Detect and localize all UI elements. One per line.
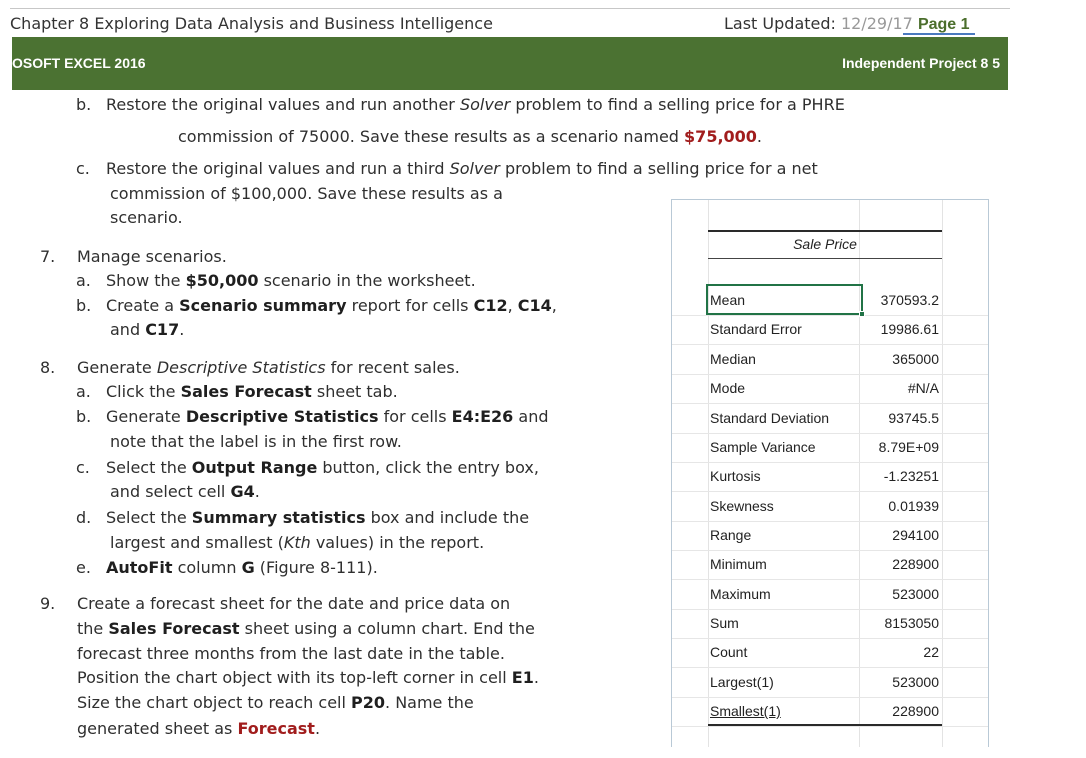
step-8b-line1: b. Generate Descriptive Statistics for cells E4:E26 and (76, 407, 549, 426)
table-bottom-rule (708, 724, 942, 726)
stat-value: 228900 (892, 556, 939, 572)
header-underline (708, 258, 942, 259)
stat-value: 365000 (892, 351, 939, 367)
forecast-sheet-name: Forecast (237, 719, 315, 738)
header-rule (10, 8, 1010, 9)
row-gridline (672, 726, 988, 727)
stat-label: Mean (710, 292, 746, 308)
active-cell-selection[interactable] (706, 284, 863, 315)
stat-label: Maximum (710, 586, 771, 602)
stats-row[interactable] (708, 609, 942, 638)
stat-value: 370593.2 (880, 292, 939, 308)
step-8b-line2: note that the label is in the first row. (110, 432, 402, 451)
page-number: Page 1 (917, 16, 970, 33)
step-6b-line2: commission of 75000. Save these results as a scenario named $75,000. (178, 127, 763, 146)
step-8d-line1: d. Select the Summary statistics box and include the (76, 508, 530, 527)
step-8e: e. AutoFit column G (Figure 8-111). (76, 558, 378, 577)
stat-value: -1.23251 (883, 468, 939, 484)
stat-label: Sum (710, 615, 739, 631)
stats-row[interactable] (708, 492, 942, 521)
stat-label: Range (710, 527, 752, 543)
stats-row[interactable] (708, 550, 942, 579)
step-6c-line3: scenario. (110, 208, 183, 227)
stats-row[interactable] (708, 521, 942, 550)
step-9-line5: Size the chart object to reach cell P20. Name the (77, 693, 474, 712)
stat-value: 294100 (892, 527, 939, 543)
stat-value: #N/A (907, 380, 939, 396)
last-updated-label: Last Updated: (724, 14, 841, 33)
stats-row[interactable] (708, 638, 942, 667)
stats-row[interactable] (708, 374, 942, 403)
step-9-line1: 9. Create a forecast sheet for the date and price data on (40, 594, 511, 613)
stats-row[interactable] (708, 580, 942, 609)
last-updated-date: 12/29/17 (841, 14, 913, 33)
step-8-title: 8. Generate Descriptive Statistics for recent sales. (40, 358, 460, 377)
stat-label: Count (710, 644, 748, 660)
stat-label: Kurtosis (710, 468, 761, 484)
table-top-rule (708, 230, 942, 232)
stat-value: 8153050 (884, 615, 939, 631)
stat-value: 228900 (892, 703, 939, 719)
step-8d-line2: largest and smallest (Kth values) in the report. (110, 533, 485, 552)
step-7b-line1: b. Create a Scenario summary report for cells C12, C14, (76, 296, 557, 315)
stats-row[interactable] (708, 668, 942, 697)
stat-value: 93745.5 (888, 410, 939, 426)
step-9-line6: generated sheet as Forecast. (77, 719, 321, 738)
page-underline (903, 33, 975, 35)
stat-label: Minimum (710, 556, 767, 572)
stat-label: Smallest(1) (710, 703, 781, 719)
fill-handle[interactable] (859, 311, 865, 317)
stat-value: 0.01939 (888, 498, 939, 514)
stat-label: Median (710, 351, 756, 367)
step-6c-line2: commission of $100,000. Save these results as a (110, 184, 503, 203)
stat-value: 523000 (892, 586, 939, 602)
step-8c-line2: and select cell G4. (110, 482, 260, 501)
stats-row[interactable] (708, 345, 942, 374)
stat-label: Skewness (710, 498, 774, 514)
stat-label: Mode (710, 380, 746, 396)
banner-right: Independent Project 8 5 (842, 55, 1000, 71)
step-9-line4: Position the chart object with its top-left corner in cell E1. (77, 668, 539, 687)
stats-row[interactable] (708, 315, 942, 344)
stat-label: Sample Variance (710, 439, 816, 455)
step-9-line2: the Sales Forecast sheet using a column chart. End the (77, 619, 535, 638)
banner-left: OSOFT EXCEL 2016 (12, 55, 146, 71)
step-7a: a. Show the $50,000 scenario in the worksheet. (76, 271, 476, 290)
last-updated (724, 14, 970, 34)
column-header-sale-price: Sale Price (793, 236, 857, 252)
stats-row[interactable] (708, 462, 942, 491)
stat-value: 22 (923, 644, 939, 660)
stats-row[interactable] (708, 697, 942, 726)
stat-label: Largest(1) (710, 674, 774, 690)
step-9-line3: forecast three months from the last date in the table. (77, 644, 505, 663)
step-7-title: 7. Manage scenarios. (40, 247, 227, 266)
step-8c-line1: c. Select the Output Range button, click the entry box, (76, 458, 539, 477)
step-6b-line1: b. Restore the original values and run another Solver problem to find a selling price for a PHRE (76, 95, 845, 114)
stat-label: Standard Deviation (710, 410, 830, 426)
descriptive-statistics-sheet (671, 199, 989, 747)
step-8a: a. Click the Sales Forecast sheet tab. (76, 382, 398, 401)
stats-row[interactable] (708, 404, 942, 433)
stat-value: 523000 (892, 674, 939, 690)
stat-value: 8.79E+09 (878, 439, 939, 455)
step-7b-line2: and C17. (110, 320, 185, 339)
step-6c-line1: c. Restore the original values and run a third Solver problem to find a selling price for a net (76, 159, 818, 178)
stat-value: 19986.61 (880, 321, 939, 337)
stat-label: Standard Error (710, 321, 802, 337)
section-banner (12, 37, 1008, 90)
stats-row[interactable] (708, 433, 942, 462)
column-gridline (942, 200, 943, 747)
scenario-75000: $75,000 (684, 127, 757, 146)
chapter-title: Chapter 8 Exploring Data Analysis and Business Intelligence (10, 14, 493, 33)
